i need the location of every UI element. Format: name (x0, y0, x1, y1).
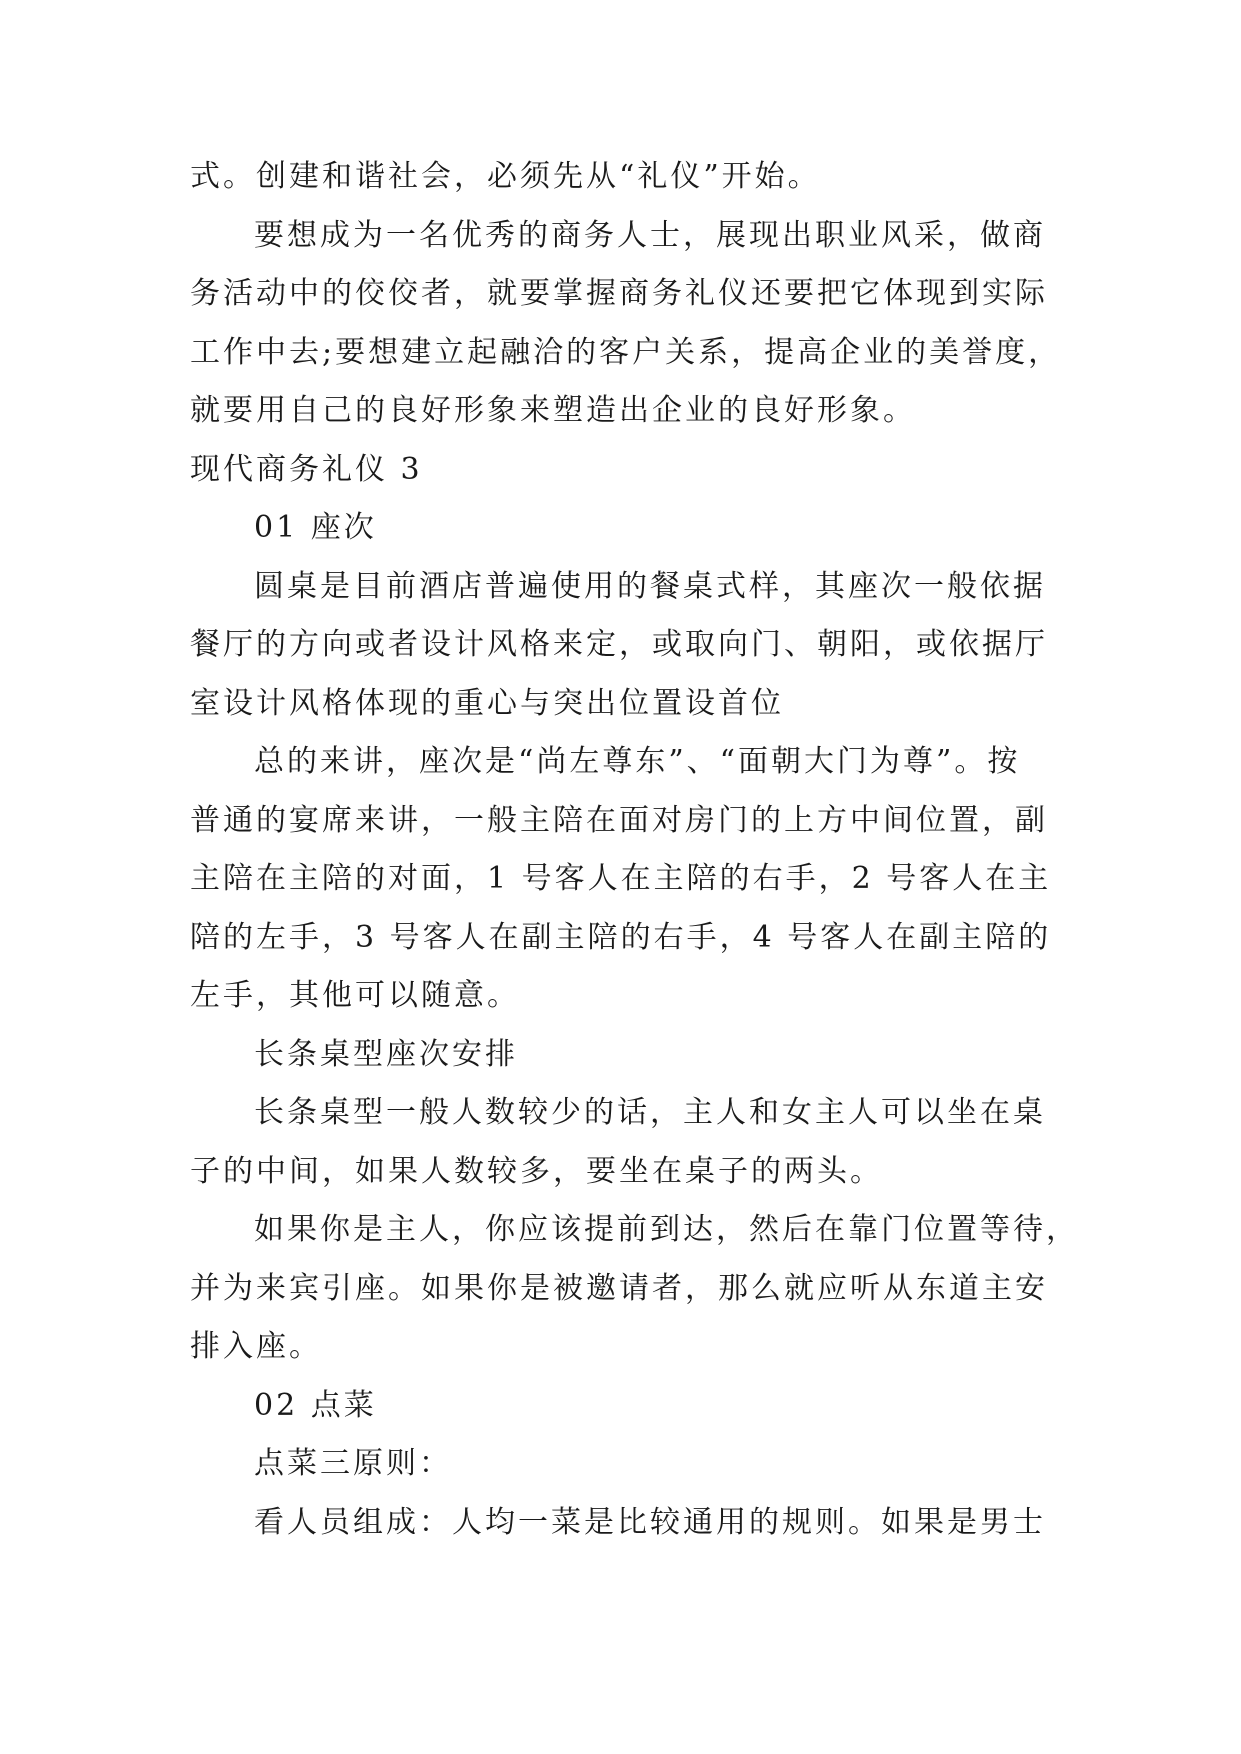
text-line: 室设计风格体现的重心与突出位置设首位 (190, 685, 784, 721)
section-title: 现代商务礼仪 3 (190, 451, 423, 487)
paragraph-start: 长条桌型一般人数较少的话，主人和女主人可以坐在桌 (254, 1095, 1046, 1130)
paragraph-start: 如果你是主人，你应该提前到达，然后在靠门位置等待， (254, 1212, 1079, 1247)
paragraph-start: 看人员组成：人均一菜是比较通用的规则。如果是男士 (254, 1504, 1046, 1540)
text-line: 排入座。 (190, 1329, 322, 1364)
text-line: 务活动中的佼佼者，就要掌握商务礼仪还要把它体现到实际 (190, 276, 1048, 311)
paragraph-start: 圆桌是目前酒店普遍使用的餐桌式样，其座次一般依据 (254, 568, 1046, 604)
text-line: 陪的左手，3 号客人在副主陪的右手，4 号客人在副主陪的 (190, 919, 1052, 955)
text-line: 并为来宾引座。如果你是被邀请者，那么就应听从东道主安 (190, 1270, 1048, 1306)
paragraph-start: 要想成为一名优秀的商务人士，展现出职业风采，做商 (254, 217, 1046, 253)
text-line: 式。创建和谐社会，必须先从“礼仪”开始。 (190, 159, 821, 194)
text-line: 就要用自己的良好形象来塑造出企业的良好形象。 (190, 393, 916, 428)
document-body (190, 148, 1079, 1552)
text-line: 子的中间，如果人数较多，要坐在桌子的两头。 (190, 1153, 883, 1189)
paragraph-start: 总的来讲，座次是“尚左尊东”、“面朝大门为尊”。按 (254, 744, 1021, 779)
text-line: 左手，其他可以随意。 (190, 978, 520, 1013)
text-line: 工作中去;要想建立起融洽的客户关系，提高企业的美誉度， (190, 334, 1062, 370)
subsection-heading: 02 点菜 (254, 1387, 377, 1423)
subsection-heading: 01 座次 (254, 510, 377, 545)
subsection-heading: 长条桌型座次安排 (254, 1036, 518, 1072)
text-line: 主陪在主陪的对面，1 号客人在主陪的右手，2 号客人在主 (190, 861, 1052, 896)
paragraph-start: 点菜三原则： (254, 1446, 452, 1481)
text-line: 餐厅的方向或者设计风格来定，或取向门、朝阳，或依据厅 (190, 627, 1048, 662)
text-line: 普通的宴席来讲，一般主陪在面对房门的上方中间位置，副 (190, 802, 1048, 838)
